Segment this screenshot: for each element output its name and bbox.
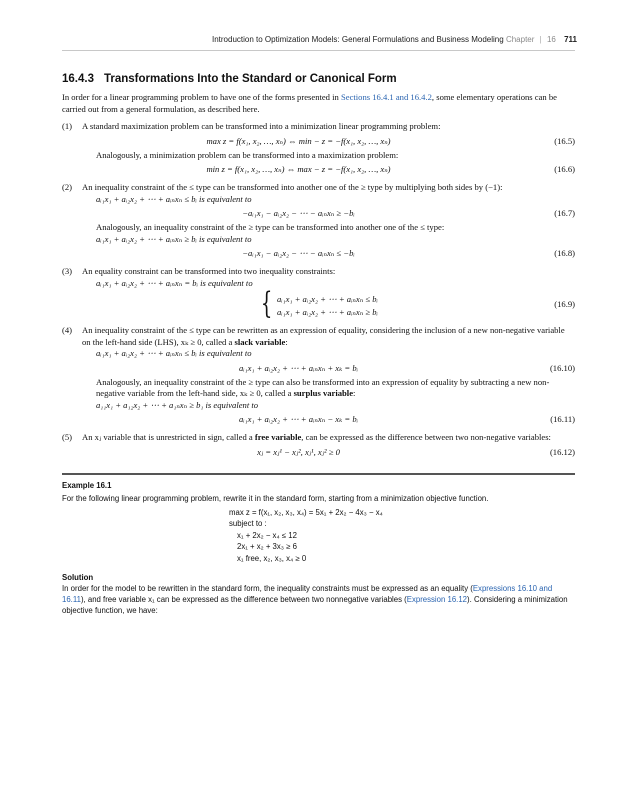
equation-number: (16.9) xyxy=(554,299,575,309)
example-box xyxy=(62,480,575,617)
solution-text-part: In order for the model to be rewritten in the standard form, the inequality constraints must be expressed as an equality ( xyxy=(62,584,473,593)
list-item xyxy=(62,182,575,262)
section-number: 16.4.3 xyxy=(62,73,94,85)
example-prompt: For the following linear programming problem, rewrite it in the standard form, starting from a minimization objective function. xyxy=(62,493,489,503)
list-item xyxy=(62,432,575,461)
system-line: aᵢ₁x₁ + aᵢ₂x₂ + ⋯ + aᵢₙxₙ ≤ bᵢ xyxy=(277,294,378,304)
item-text-part: : xyxy=(353,388,356,398)
equation-body: −aᵢ₁x₁ − aᵢ₂x₂ − ⋯ − aᵢₙxₙ ≥ −bᵢ xyxy=(242,208,355,218)
equation-number: (16.7) xyxy=(554,208,575,218)
item-text-part: , can be expressed as the difference between two non-negative variables: xyxy=(301,432,551,442)
list-item xyxy=(62,325,575,428)
inline-math: aᵢ₁x₁ + aᵢ₂x₂ + ⋯ + aᵢₙxₙ ≤ bᵢ is equivalent to xyxy=(96,193,252,204)
expression-link[interactable]: Expression 16.12 xyxy=(406,595,468,604)
system-lines xyxy=(277,293,378,319)
item-text-part: An inequality constraint of the ≤ type can be rewritten as an expression of equality, considering the inclusion of a new non-negative variable on the left-hand side (LHS), xₖ ≥ 0, called a xyxy=(82,325,565,347)
item-text-part: An xⱼ variable that is unrestricted in sign, called a xyxy=(82,432,255,442)
section-title: Transformations Into the Standard or Canonical Form xyxy=(103,73,397,85)
book-title: Introduction to Optimization Models: General Formulations and Business Modeling xyxy=(212,35,504,44)
item-label: (3) xyxy=(62,266,73,276)
chapter-number: 16 xyxy=(546,35,556,44)
equation-number: (16.5) xyxy=(554,135,575,146)
item-label: (5) xyxy=(62,432,73,442)
list-item xyxy=(62,266,575,321)
item-text xyxy=(82,325,575,348)
equation-body: min z = f(x₁, x₂, …, xₙ) ⇔ max − z = −f(x₁, x₂, …, xₙ) xyxy=(206,164,391,174)
inline-math: a₁₁x₁ + a₁₂x₂ + ⋯ + a₁ₙxₙ ≥ b₁ is equivalent to xyxy=(96,399,259,410)
intro-text: In order for a linear programming problem to have one of the forms presented in xyxy=(62,92,341,102)
item-label: (1) xyxy=(62,121,73,131)
constraint-line: 2x₁ + x₂ + 3x₃ ≥ 6 xyxy=(237,542,297,551)
inline-math: aᵢ₁x₁ + aᵢ₂x₂ + ⋯ + aᵢₙxₙ = bᵢ is equivalent to xyxy=(96,277,253,288)
item-text: An equality constraint can be transformed into two inequality constraints: xyxy=(82,266,336,276)
equation-body: aᵢ₁x₁ + aᵢ₂x₂ + ⋯ + aᵢₙxₙ + xₖ = bᵢ xyxy=(238,362,358,373)
header-separator: | xyxy=(539,35,542,44)
constraint-line: x₁ free, x₂, x₃, x₄ ≥ 0 xyxy=(237,553,307,563)
equation xyxy=(82,245,575,262)
subject-to-label: subject to : xyxy=(229,519,267,528)
section-heading xyxy=(62,73,575,85)
item-text xyxy=(82,377,575,400)
solution-text-part: ). Considering a minimization objective function, we have: xyxy=(62,595,568,615)
equation-system xyxy=(82,286,575,321)
page-body xyxy=(62,73,575,616)
system-line: aᵢ₁x₁ + aᵢ₂x₂ + ⋯ + aᵢₙxₙ ≥ bᵢ xyxy=(277,307,378,317)
item-text-part: : xyxy=(285,336,288,347)
equation-number: (16.11) xyxy=(550,414,575,424)
equation-number: (16.6) xyxy=(554,164,575,174)
example-title: Example 16.1 xyxy=(62,480,112,490)
page-number: 711 xyxy=(564,35,577,44)
list-item xyxy=(62,121,575,178)
constraint-line: x₁ + 2x₂ − x₄ ≤ 12 xyxy=(237,530,297,540)
brace-symbol: { xyxy=(260,286,273,321)
solution-text-part: ), and free variable x₁ can be expressed as the difference between two nonnegative variables ( xyxy=(80,595,407,604)
equation-body: −aᵢ₁x₁ − aᵢ₂x₂ − ⋯ − aᵢₙxₙ ≤ −bᵢ xyxy=(242,248,355,258)
equation-body: max z = f(x₁, x₂, …, xₙ) ⇔ min − z = −f(x₁, x₂, …, xₙ) xyxy=(206,135,391,146)
equation-number: (16.12) xyxy=(549,446,575,457)
running-header xyxy=(212,35,577,44)
equation xyxy=(82,444,575,461)
item-text: Analogously, a minimization problem can be transformed into a maximization problem: xyxy=(96,149,399,160)
inline-math: aᵢ₁x₁ + aᵢ₂x₂ + ⋯ + aᵢₙxₙ ≤ bᵢ is equivalent to xyxy=(96,348,252,358)
solution-text xyxy=(62,583,575,616)
item-text-part: Analogously, an inequality constraint of the ≥ type can also be transformed into an expression of equality by subtracting a new non-negative variable from the left-hand side, xₖ ≥ 0, called a xyxy=(96,376,550,398)
equation-number: (16.8) xyxy=(554,248,575,258)
item-text: Analogously, an inequality constraint of the ≥ type can be transformed into another one of the ≤ type: xyxy=(96,222,445,232)
chapter-label: Chapter xyxy=(505,35,535,44)
equation xyxy=(82,133,575,150)
equation xyxy=(82,411,575,428)
sections-link[interactable]: Sections 16.4.1 and 16.4.2 xyxy=(340,92,432,102)
example-model xyxy=(229,507,575,565)
equation xyxy=(82,205,575,222)
term-slack-variable: slack variable xyxy=(234,336,286,347)
intro-text-end: , some elementary operations can be carried out from a general formulation, as described here. xyxy=(62,92,557,114)
item-label: (4) xyxy=(62,325,73,335)
item-label: (2) xyxy=(62,182,73,192)
expressions-link[interactable]: Expressions 16.10 and 16.11 xyxy=(62,584,553,604)
inline-math: aᵢ₁x₁ + aᵢ₂x₂ + ⋯ + aᵢₙxₙ ≥ bᵢ is equivalent to xyxy=(96,233,252,244)
header-rule xyxy=(62,50,575,51)
objective-function: max z = f(x₁, x₂, x₃, x₄) = 5x₁ + 2x₂ − 4x₃ − x₄ xyxy=(229,507,383,517)
item-text: A standard maximization problem can be transformed into a minimization linear programming problem: xyxy=(82,121,441,131)
equation-body: aᵢ₁x₁ + aᵢ₂x₂ + ⋯ + aᵢₙxₙ − xₖ = bᵢ xyxy=(238,414,358,424)
equation-number: (16.10) xyxy=(549,362,575,373)
example-rule xyxy=(62,473,575,475)
solution-title: Solution xyxy=(62,573,94,582)
term-surplus-variable: surplus variable xyxy=(293,388,354,398)
equation-body: xⱼ = xⱼ¹ − xⱼ², xⱼ¹, xⱼ² ≥ 0 xyxy=(257,446,340,457)
item-text: An inequality constraint of the ≤ type can be transformed into another one of the ≥ type by multiplying both sides by (−1): xyxy=(82,182,503,192)
term-free-variable: free variable xyxy=(254,432,302,442)
intro-paragraph xyxy=(62,92,575,115)
item-text xyxy=(82,432,575,444)
equation xyxy=(82,161,575,178)
equation xyxy=(82,360,575,377)
